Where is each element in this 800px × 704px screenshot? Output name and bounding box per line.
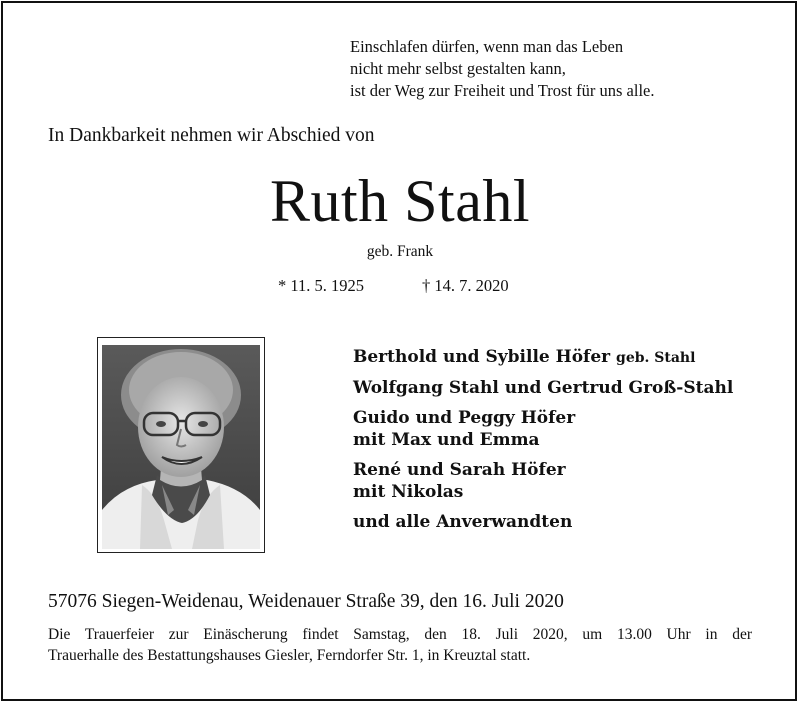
portrait-photo: [97, 337, 265, 553]
mourner-children: mit Max und Emma: [353, 430, 540, 450]
mourner-names: Wolfgang Stahl und Gertrud Groß-Stahl: [353, 378, 734, 398]
mourner-group: [353, 511, 733, 533]
notice-line: Die Trauerfeier zur Einäscherung findet Samstag, den 18. Juli 2020, um 13.00 Uhr in der: [48, 626, 752, 643]
notice-line: Trauerhalle des Bestattungshauses Giesler, Ferndorfer Str. 1, in Kreuztal statt.: [48, 647, 531, 664]
maiden-name: geb. Frank: [366, 243, 434, 260]
mourner-group: [353, 377, 733, 399]
mourners-list: [353, 346, 733, 541]
motto-verse: [350, 36, 655, 102]
portrait-image: [102, 345, 260, 549]
mourner-names: Berthold und Sybille Höfer: [353, 347, 611, 367]
motto-line: ist der Weg zur Freiheit und Trost für uns alle.: [350, 81, 655, 100]
mourner-group: [353, 407, 733, 451]
motto-line: nicht mehr selbst gestalten kann,: [350, 59, 566, 78]
mourner-names: und alle Anverwandten: [353, 512, 573, 532]
mourner-group: [353, 459, 733, 503]
funeral-notice: [48, 624, 752, 666]
mourner-maiden-note: geb. Stahl: [616, 350, 696, 366]
mourner-group: [353, 346, 733, 369]
intro-text: In Dankbarkeit nehmen wir Abschied von: [48, 125, 375, 146]
motto-line: Einschlafen dürfen, wenn man das Leben: [350, 37, 624, 56]
death-date: † 14. 7. 2020: [422, 276, 509, 295]
mourner-children: mit Nikolas: [353, 482, 464, 502]
birth-date: * 11. 5. 1925: [278, 276, 365, 295]
deceased-name: Ruth Stahl: [269, 168, 531, 234]
address-line: 57076 Siegen-Weidenau, Weidenauer Straße 39, den 16. Juli 2020: [48, 591, 564, 612]
mourner-names: Guido und Peggy Höfer: [353, 408, 576, 428]
mourner-names: René und Sarah Höfer: [353, 460, 566, 480]
